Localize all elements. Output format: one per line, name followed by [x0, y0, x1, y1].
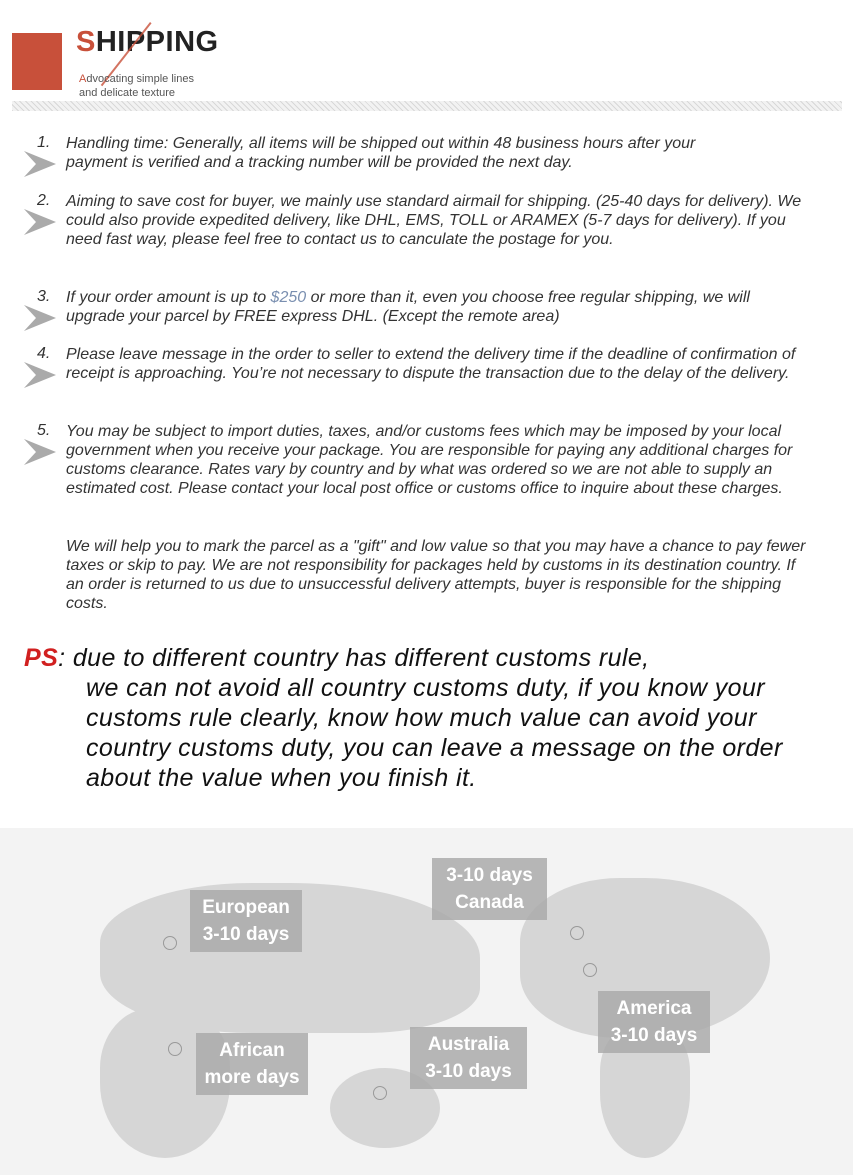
price-highlight: $250 [270, 289, 307, 306]
item-number: 5. [37, 422, 51, 439]
ps-first-line: due to different country has different customs rule, [65, 644, 650, 672]
item-number: 2. [37, 192, 51, 209]
location-pin-icon [373, 1086, 387, 1100]
ps-rest: we can not avoid all country customs duty, if you know your customs rule clearly, know how much value can avoid your country customs duty, you can leave a message on the order about the value when you finish it. [86, 674, 783, 792]
item-text: Handling time: Generally, all items will be shipped out within 48 business hours after your payment is verified and a tracking number will be provided the next day. [66, 135, 696, 171]
item-text: You may be subject to import duties, taxes, and/or customs fees which may be imposed by your local government when you receive your package. You are responsible for paying any additional charges for customs clearance. Rates vary by country and by what was ordered so we are not able to supply an estimated cost. Please contact your local post office or customs office to inquire about these charges. [66, 423, 793, 497]
location-pin-icon [163, 936, 177, 950]
item-text: Aiming to save cost for buyer, we mainly use standard airmail for shipping. (25-40 days for delivery). We could also provide expedited delivery, like DHL, EMS, TOLL or ARAMEX (5-7 days for delivery). If you need fast way, please feel free to contact us to canculate the postage for you. [66, 193, 802, 248]
arrow-icon [24, 439, 56, 465]
item-number: 4. [37, 345, 51, 362]
item-text: Please leave message in the order to seller to extend the delivery time if the deadline of confirmation of receipt is approaching. You’re not necessary to dispute the transaction due to the delay of the delivery. [66, 346, 796, 382]
region-label-african: African more days [196, 1033, 308, 1095]
region-label-australia: Australia 3-10 days [410, 1027, 527, 1089]
world-map [0, 828, 853, 1175]
location-pin-icon [570, 926, 584, 940]
region-label-america: America 3-10 days [598, 991, 710, 1053]
location-pin-icon [583, 963, 597, 977]
ps-note: PS: due to different country has different customs rule, we can not avoid all country customs duty, if you know your customs rule clearly, know how much value can avoid your country customs duty, you can leave a message on the order about the value when you finish it. [24, 643, 834, 793]
header-divider [12, 101, 842, 111]
location-pin-icon [168, 1042, 182, 1056]
ps-label: PS [24, 644, 59, 672]
arrow-icon [24, 362, 56, 388]
page-title: SHIPPING [76, 26, 219, 58]
item-number: 3. [37, 288, 51, 305]
arrow-icon [24, 209, 56, 235]
region-label-canada: 3-10 days Canada [432, 858, 547, 920]
arrow-icon [24, 305, 56, 331]
brand-square [12, 33, 62, 90]
item-number: 1. [37, 134, 51, 151]
item-text: If your order amount is up to $250 or more than it, even you choose free regular shipping, we will upgrade your parcel by FREE express DHL. (Except the remote area) [66, 289, 750, 325]
region-label-european: European 3-10 days [190, 890, 302, 952]
page-subtitle: Advocating simple lines and delicate texture [79, 73, 194, 99]
item-extra-text: We will help you to mark the parcel as a "gift" and low value so that you may have a chance to pay fewer taxes or skip to pay. We are not responsibility for packages held by customs in its destination country. If an order is returned to us due to unsuccessful delivery attempts, buyer is responsible for the shipping costs. [66, 538, 806, 612]
arrow-icon [24, 151, 56, 177]
